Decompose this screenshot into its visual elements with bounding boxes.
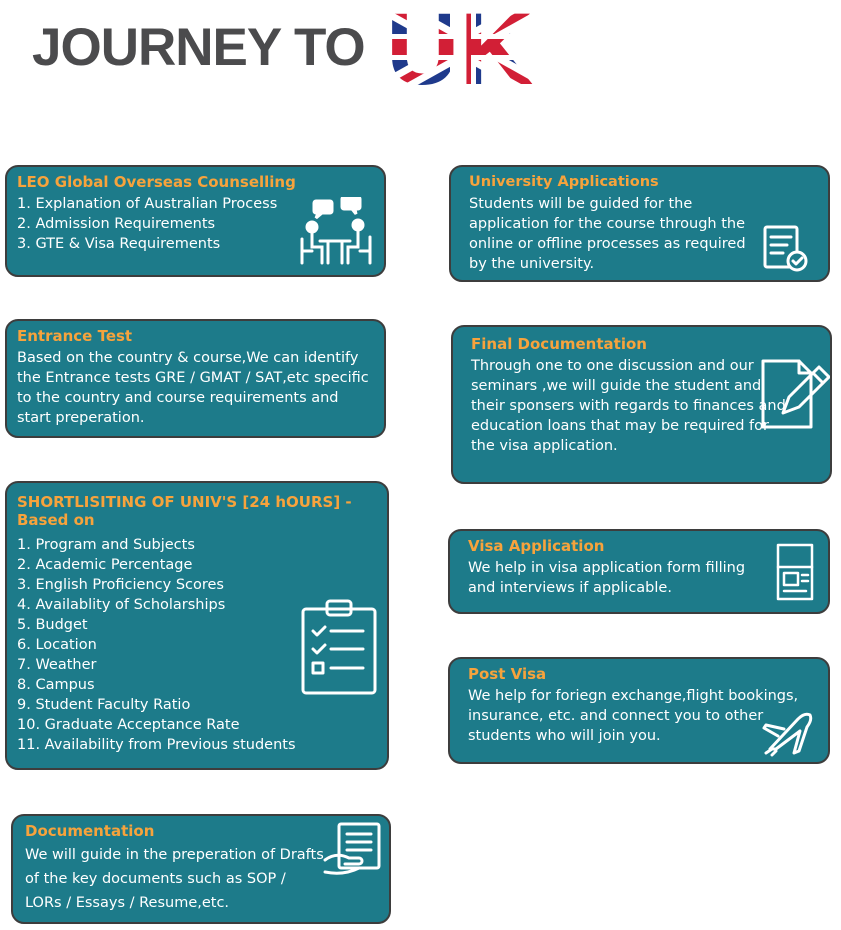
list-item: 7. Weather — [17, 657, 97, 673]
list-item: 2. Academic Percentage — [17, 557, 193, 573]
page-title: JOURNEY TO — [32, 18, 365, 77]
entrance-text: Based on the country & course,We can identify the Entrance tests GRE / GMAT / SAT,etc specific to the country and course requirements and start preperation. — [17, 350, 369, 426]
document-hand-icon — [323, 820, 383, 876]
list-item: 3. English Proficiency Scores — [17, 577, 224, 593]
list-item: 8. Campus — [17, 677, 95, 693]
post-visa-title: Post Visa — [468, 665, 547, 683]
entrance-test-card — [5, 319, 386, 438]
shortlisting-title: SHORTLISITING OF UNIV'S [24 hOURS] -Based on — [17, 493, 352, 529]
documentation-title: Documentation — [25, 822, 155, 840]
list-item: 10. Graduate Acceptance Rate — [17, 717, 240, 733]
list-item: 11. Availability from Previous students — [17, 737, 296, 753]
visa-text: We help in visa application form filling and interviews if applicable. — [468, 560, 746, 596]
list-item: 6. Location — [17, 637, 97, 653]
list-item: 1. Explanation of Australian Process — [17, 196, 278, 212]
clipboard-checklist-icon — [299, 599, 379, 697]
visa-form-icon — [776, 543, 814, 601]
university-text: Students will be guided for the application for the course through the online or offline processes as required by the university. — [469, 196, 746, 272]
list-item: 5. Budget — [17, 617, 88, 633]
post-visa-card — [448, 657, 830, 764]
counselling-title: LEO Global Overseas Counselling — [17, 173, 296, 191]
final-text: Through one to one discussion and our seminars ,we will guide the student and their sponsers with regards to finances and education loans that may be required for the visa application. — [471, 358, 786, 454]
list-item: 3. GTE & Visa Requirements — [17, 236, 221, 252]
airplane-icon — [762, 711, 814, 757]
counselling-card — [5, 165, 386, 277]
documentation-card — [11, 814, 391, 924]
list-item: 9. Student Faculty Ratio — [17, 697, 191, 713]
list-item: 4. Availablity of Scholarships — [17, 597, 226, 613]
university-applications-card — [449, 165, 830, 282]
visa-title: Visa Application — [468, 537, 605, 555]
list-item: 2. Admission Requirements — [17, 216, 216, 232]
list-item: 1. Program and Subjects — [17, 537, 195, 553]
shortlisting-card — [5, 481, 389, 770]
documentation-text: We will guide in the preperation of Drafts of the key documents such as SOP / LORs / Essays / Resume,etc. — [25, 847, 324, 911]
pen-document-icon — [759, 357, 831, 431]
uk-flag-letters-icon — [386, 4, 540, 90]
university-title: University Applications — [469, 174, 659, 190]
final-documentation-card — [451, 325, 832, 484]
post-visa-text: We help for foriegn exchange,flight bookings, insurance, etc. and connect you to other students who will join you. — [468, 688, 799, 744]
uk-flag-logo — [386, 4, 540, 90]
final-title: Final Documentation — [471, 335, 647, 353]
entrance-title: Entrance Test — [17, 327, 133, 345]
application-form-icon — [761, 223, 809, 273]
counselling-icon — [292, 197, 380, 269]
visa-application-card — [448, 529, 830, 614]
